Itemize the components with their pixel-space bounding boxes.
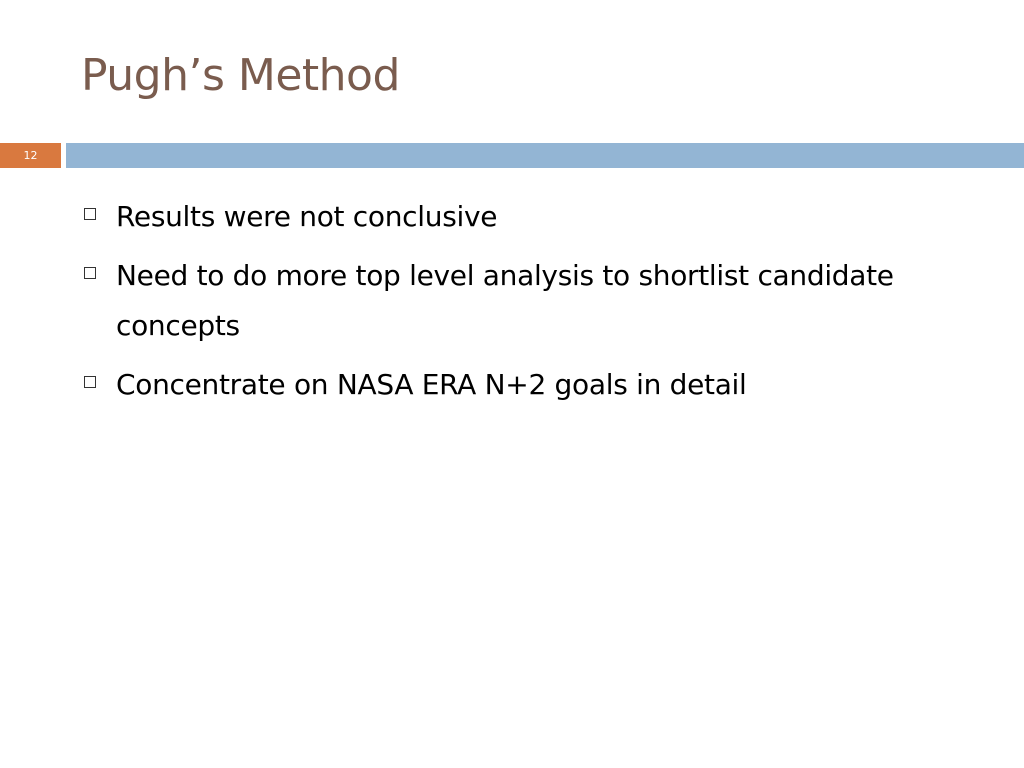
- title-accent-bar: [66, 143, 1024, 168]
- square-bullet-icon: [84, 208, 96, 220]
- slide-title: Pugh’s Method: [81, 50, 400, 101]
- slide-number-badge: 12: [0, 143, 61, 168]
- bullet-text: Results were not conclusive: [116, 200, 498, 233]
- bullet-item: [84, 251, 984, 351]
- square-bullet-icon: [84, 267, 96, 279]
- square-bullet-icon: [84, 376, 96, 388]
- bullet-item: [84, 192, 984, 242]
- bullet-list: [84, 192, 984, 419]
- bullet-text: Need to do more top level analysis to shortlist candidate concepts: [116, 259, 894, 342]
- bullet-item: [84, 360, 984, 410]
- bullet-text: Concentrate on NASA ERA N+2 goals in detail: [116, 368, 747, 401]
